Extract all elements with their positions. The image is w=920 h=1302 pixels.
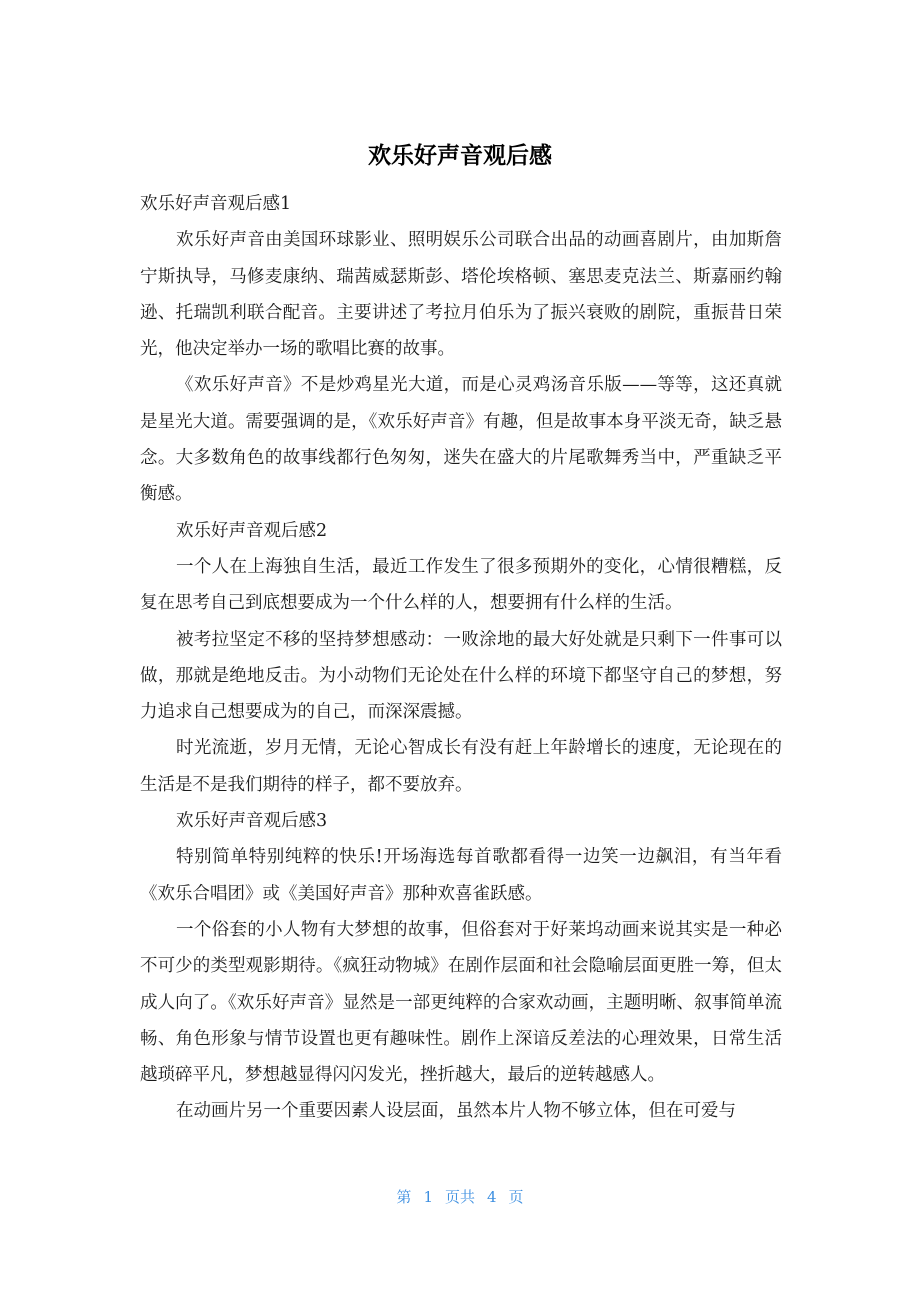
page-label-middle: 页共 [444,1188,475,1206]
current-page-number: 1 [423,1188,433,1206]
page-footer [0,1186,920,1208]
paragraph: 被考拉坚定不移的坚持梦想感动：一败涂地的最大好处就是只剩下一件事可以做，那就是绝地反击。为小动物们无论处在什么样的环境下都坚守自己的梦想，努力追求自己想要成为的自己，而深深震撼。 [140,629,782,723]
paragraph: 时光流逝，岁月无情，无论心智成长有没有赶上年龄增长的速度，无论现在的生活是不是我们期待的样子，都不要放弃。 [140,738,782,795]
paragraph: 在动画片另一个重要因素人设层面，虽然本片人物不够立体，但在可爱与 [176,1101,736,1122]
page-label-suffix: 页 [508,1188,524,1206]
paragraph: 特别简单特别纯粹的快乐!开场海选每首歌都看得一边笑一边飙泪，有当年看《欢乐合唱团》或《美国好声音》那种欢喜雀跃感。 [140,847,782,904]
section-heading: 欢乐好声音观后感2 [176,520,328,541]
document-body [140,186,782,1130]
page-label-prefix: 第 [396,1188,412,1206]
paragraph: 一个俗套的小人物有大梦想的故事，但俗套对于好莱坞动画来说其实是一种必不可少的类型观影期待。《疯狂动物城》在剧作层面和社会隐喻层面更胜一筹，但太成人向了。《欢乐好声音》显然是一部更纯粹的合家欢动画，主题明晰、叙事简单流畅、角色形象与情节设置也更有趣味性。剧作上深谙反差法的心理效果，日常生活越琐碎平凡，梦想越显得闪闪发光，挫折越大，最后的逆转越感人。 [140,919,782,1086]
paragraph: 一个人在上海独自生活，最近工作发生了很多预期外的变化，心情很糟糕，反复在思考自己到底想要成为一个什么样的人，想要拥有什么样的生活。 [140,556,782,614]
section-heading: 欢乐好声音观后感1 [140,194,292,214]
paragraph: 欢乐好声音由美国环球影业、照明娱乐公司联合出品的动画喜剧片，由加斯詹宁斯执导，马修麦康纳、瑞茜威瑟斯彭、塔伦埃格顿、塞思麦克法兰、斯嘉丽约翰逊、托瑞凯利联合配音。主要讲述了考拉月伯乐为了振兴衰败的剧院，重振昔日荣光，他决定举办一场的歌唱比赛的故事。 [140,230,782,360]
total-pages-number: 4 [487,1188,497,1206]
paragraph: 《欢乐好声音》不是炒鸡星光大道，而是心灵鸡汤音乐版——等等，这还真就是星光大道。需要强调的是，《欢乐好声音》有趣，但是故事本身平淡无奇，缺乏悬念。大多数角色的故事线都行色匆匆，迷失在盛大的片尾歌舞秀当中，严重缺乏平衡感。 [140,375,782,505]
section-heading: 欢乐好声音观后感3 [176,811,328,832]
document-title: 欢乐好声音观后感 [368,143,552,169]
